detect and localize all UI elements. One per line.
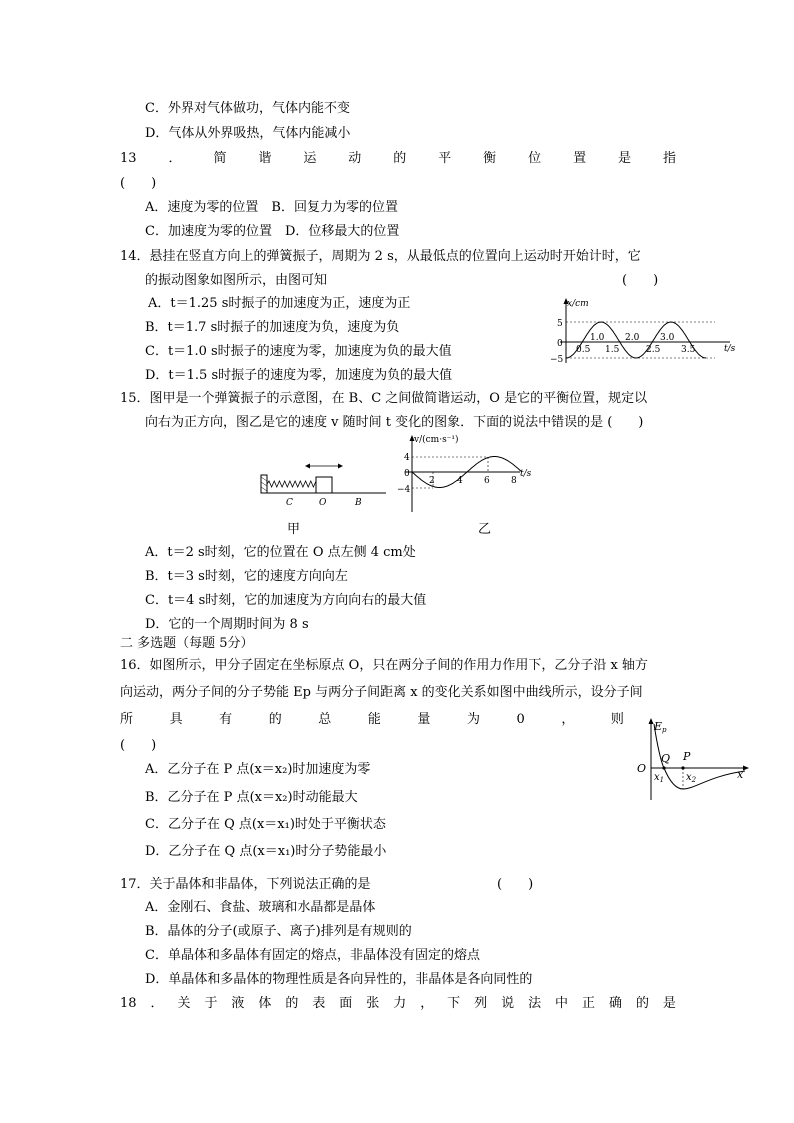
q13-stem bbox=[120, 149, 676, 169]
q16-x-label: x bbox=[737, 768, 744, 781]
q17-option-c: C．单晶体和多晶体有固定的熔点，非晶体没有固定的熔点 bbox=[145, 948, 480, 963]
q14-tick-2.5: 2.5 bbox=[646, 345, 661, 355]
q16-x1-label: $x_1$ bbox=[654, 772, 665, 784]
q18-stem-char: 的 bbox=[285, 996, 299, 1011]
q15-tick-2: 2 bbox=[429, 476, 435, 486]
q18-stem-char: 是 bbox=[662, 996, 676, 1011]
q14-displacement-graph bbox=[540, 295, 755, 365]
q14-y-tick-top: 5 bbox=[557, 319, 563, 329]
q16-stem-line3-char: 总 bbox=[318, 712, 332, 727]
q15-tick-4: 4 bbox=[457, 476, 463, 486]
q15-v-tick-bottom: −4 bbox=[397, 485, 411, 495]
q15-stem-line2: 向右为正方向，图乙是它的速度 v 随时间 t 变化的图象．下面的说法中错误的是 ( ) bbox=[145, 415, 644, 430]
q18-stem-char: 面 bbox=[339, 996, 353, 1011]
q16-option-b: B．乙分子在 P 点(x＝x₂)时动能最大 bbox=[145, 790, 358, 805]
q16-answer-bracket: ( ) bbox=[120, 738, 157, 753]
q18-stem-char: 正 bbox=[582, 996, 596, 1011]
q16-stem-line3-char: 的 bbox=[268, 712, 282, 727]
q16-x2-label: $x_2$ bbox=[686, 772, 697, 784]
q14-tick-0.5: 0.5 bbox=[576, 345, 591, 355]
q15-v-label: v/(cm·s⁻¹) bbox=[414, 435, 459, 445]
q14-option-b: B．t＝1.7 s时振子的加速度为负，速度为负 bbox=[145, 320, 400, 335]
q16-option-a: A．乙分子在 P 点(x＝x₂)时加速度为零 bbox=[145, 762, 371, 777]
q14-x-label: t/s bbox=[724, 344, 736, 354]
q18-stem-char: 说 bbox=[501, 996, 515, 1011]
q13-stem-char: 的 bbox=[393, 151, 407, 166]
q14-tick-3.0: 3.0 bbox=[660, 333, 675, 343]
q15-t-label: t/s bbox=[520, 469, 532, 479]
q13-answer-bracket: ( ) bbox=[120, 176, 157, 191]
q16-stem-line3-char: 所 bbox=[120, 712, 134, 727]
q18-stem-char: 液 bbox=[231, 996, 245, 1011]
q14-y-label: x/cm bbox=[567, 299, 589, 309]
q15-v-tick-top: 4 bbox=[404, 453, 410, 463]
q18-stem-char: 张 bbox=[366, 996, 380, 1011]
q13-options-cd: C．加速度为零的位置 D．位移最大的位置 bbox=[145, 224, 400, 239]
q18-stem-char: 法 bbox=[528, 996, 542, 1011]
q18-stem-char: 确 bbox=[608, 996, 622, 1011]
q14-answer-bracket: ( ) bbox=[622, 273, 659, 288]
q15-v-tick-zero: 0 bbox=[404, 469, 410, 479]
q17-answer-bracket: ( ) bbox=[497, 877, 534, 892]
q13-stem-char: 置 bbox=[573, 151, 587, 166]
q16-option-c: C．乙分子在 Q 点(x＝x₁)时处于平衡状态 bbox=[145, 817, 386, 832]
q16-stem-line3 bbox=[120, 710, 624, 730]
point-b-label: B bbox=[355, 498, 362, 508]
q15-velocity-graph bbox=[395, 432, 545, 514]
q13-stem-char: 简 bbox=[213, 151, 227, 166]
q15-spring-oscillator-diagram bbox=[258, 460, 388, 510]
q16-stem-line3-char: 具 bbox=[169, 712, 183, 727]
q16-stem-line3-char: 能 bbox=[367, 712, 381, 727]
q15-option-b: B．t＝3 s时刻，它的速度方向向左 bbox=[145, 569, 348, 584]
q16-stem-line3-char: 则 bbox=[610, 712, 624, 727]
q18-stem-char: 力 bbox=[393, 996, 407, 1011]
q13-stem-char: 衡 bbox=[483, 151, 497, 166]
q14-tick-1.0: 1.0 bbox=[590, 333, 605, 343]
q15-option-d: D．它的一个周期时间为 8 s bbox=[145, 617, 309, 632]
q16-stem-line2: 向运动，两分子间的分子势能 Ep 与两分子间距离 x 的变化关系如图中曲线所示，设分子间 bbox=[120, 685, 643, 700]
q13-stem-char: 谐 bbox=[258, 151, 272, 166]
point-q bbox=[662, 766, 665, 769]
q15-stem-line1: 15．图甲是一个弹簧振子的示意图，在 B、C 之间做简谐运动，O 是它的平衡位置，规定以 bbox=[120, 391, 648, 406]
q13-stem-char: ． bbox=[168, 151, 182, 166]
q14-option-c: C．t＝1.0 s时振子的速度为零，加速度为负的最大值 bbox=[145, 344, 452, 359]
q13-stem-char: 动 bbox=[348, 151, 362, 166]
q16-q-label: Q bbox=[661, 752, 671, 765]
q14-stem-line1: 14．悬挂在竖直方向上的弹簧振子，周期为 2 s，从最低点的位置向上运动时开始计时，它 bbox=[120, 249, 641, 264]
q15-caption-a: 甲 bbox=[287, 522, 301, 537]
q15-caption-b: 乙 bbox=[478, 522, 492, 537]
q17-stem: 17．关于晶体和非晶体，下列说法正确的是 bbox=[120, 877, 371, 892]
spring bbox=[267, 481, 316, 487]
q14-option-d: D．t＝1.5 s时振子的速度为零，加速度为负的最大值 bbox=[145, 368, 453, 383]
q18-stem-char: 关 bbox=[177, 996, 191, 1011]
section-heading-multiple-choice: 二 多选题（每题 5分） bbox=[120, 636, 254, 651]
q13-stem-char: 位 bbox=[528, 151, 542, 166]
q13-stem-char: 13 bbox=[120, 151, 137, 166]
q16-stem-line3-char: 有 bbox=[219, 712, 233, 727]
q14-stem-line2: 的振动图象如图所示，由图可知 bbox=[145, 273, 328, 288]
point-c-label: C bbox=[286, 498, 293, 508]
q16-stem-line3-char: ， bbox=[561, 712, 575, 727]
q13-options-ab: A．速度为零的位置 B．回复力为零的位置 bbox=[145, 200, 398, 215]
q18-stem bbox=[120, 994, 676, 1014]
q16-stem-line1: 16．如图所示，甲分子固定在坐标原点 O，只在两分子间的作用力作用下，乙分子沿 x 轴方 bbox=[120, 658, 648, 673]
q18-stem-char: 体 bbox=[258, 996, 272, 1011]
q18-stem-char: 下 bbox=[447, 996, 461, 1011]
q18-stem-char: 列 bbox=[474, 996, 488, 1011]
q16-ep-label: Ep bbox=[654, 720, 667, 734]
q16-option-d: D．乙分子在 Q 点(x＝x₁)时分子势能最小 bbox=[145, 844, 387, 859]
q15-option-c: C．t＝4 s时刻，它的加速度为方向向右的最大值 bbox=[145, 593, 427, 608]
q13-stem-char: 指 bbox=[662, 151, 676, 166]
q17-option-b: B．晶体的分子(或原子、离子)排列是有规则的 bbox=[145, 924, 412, 939]
q18-stem-char: 表 bbox=[312, 996, 326, 1011]
oscillator-block bbox=[316, 477, 332, 493]
q17-option-d: D．单晶体和多晶体的物理性质是各向异性的，非晶体是各向同性的 bbox=[145, 972, 533, 987]
q18-stem-char: ， bbox=[420, 996, 434, 1011]
q15-tick-8: 8 bbox=[511, 476, 517, 486]
q14-y-tick-bottom: −5 bbox=[550, 355, 564, 365]
q14-tick-1.5: 1.5 bbox=[605, 345, 620, 355]
q16-stem-line3-char: 0 bbox=[516, 712, 525, 727]
q18-stem-char: 的 bbox=[635, 996, 649, 1011]
q18-stem-char: 于 bbox=[204, 996, 218, 1011]
q14-y-tick-zero: 0 bbox=[557, 339, 563, 349]
q15-option-a: A．t＝2 s时刻，它的位置在 O 点左侧 4 cm处 bbox=[145, 545, 416, 560]
q13-stem-char: 平 bbox=[438, 151, 452, 166]
q16-potential-energy-graph bbox=[633, 714, 753, 804]
q12-option-d: D．气体从外界吸热，气体内能减小 bbox=[145, 126, 351, 141]
q18-stem-char: 中 bbox=[555, 996, 569, 1011]
q16-p-label: P bbox=[683, 750, 691, 763]
q17-option-a: A．金刚石、食盐、玻璃和水晶都是晶体 bbox=[145, 900, 376, 915]
q16-origin-label: O bbox=[637, 762, 647, 775]
q12-option-c: C．外界对气体做功，气体内能不变 bbox=[145, 101, 350, 116]
q13-stem-char: 运 bbox=[303, 151, 317, 166]
q14-option-a: A．t＝1.25 s时振子的加速度为正，速度为正 bbox=[148, 296, 411, 311]
q14-tick-3.5: 3.5 bbox=[681, 345, 696, 355]
q18-stem-char: 18 bbox=[120, 996, 137, 1011]
q13-stem-char: 是 bbox=[618, 151, 632, 166]
q16-stem-line3-char: 量 bbox=[417, 712, 431, 727]
q18-stem-char: ． bbox=[150, 996, 164, 1011]
q14-tick-2.0: 2.0 bbox=[625, 333, 640, 343]
q15-tick-6: 6 bbox=[484, 476, 490, 486]
q16-stem-line3-char: 为 bbox=[466, 712, 480, 727]
point-o-label: O bbox=[319, 498, 327, 508]
point-p bbox=[681, 766, 684, 769]
